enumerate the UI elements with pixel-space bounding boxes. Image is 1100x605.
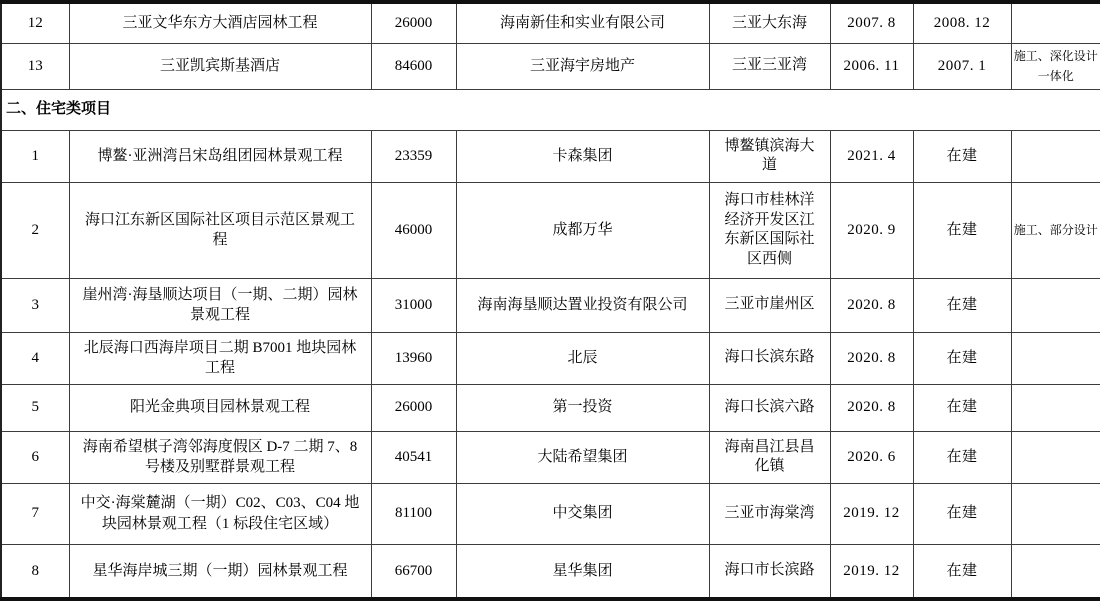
developer-cell: 北辰 <box>456 332 709 384</box>
note-cell: 施工、部分设计 <box>1011 182 1100 278</box>
location-cell: 海口长滨东路 <box>709 332 830 384</box>
row-number-cell: 7 <box>1 483 69 544</box>
note-cell <box>1011 332 1100 384</box>
table-row <box>1 182 1100 278</box>
completion-status-cell: 2007. 1 <box>913 43 1011 89</box>
note-cell <box>1011 130 1100 182</box>
area-cell: 31000 <box>371 278 456 332</box>
note-cell <box>1011 431 1100 483</box>
note-cell: 施工、深化设计一体化 <box>1011 43 1100 89</box>
start-date-cell: 2020. 8 <box>830 332 913 384</box>
note-cell <box>1011 384 1100 431</box>
table-row <box>1 384 1100 431</box>
location-cell: 博鳌镇滨海大道 <box>709 130 830 182</box>
area-cell: 46000 <box>371 182 456 278</box>
completion-status-cell: 在建 <box>913 483 1011 544</box>
location-cell: 海口市桂林洋经济开发区江东新区国际社区西侧 <box>709 182 830 278</box>
location-cell: 海口长滨六路 <box>709 384 830 431</box>
developer-cell: 大陆希望集团 <box>456 431 709 483</box>
project-name-cell: 中交·海棠麓湖（一期）C02、C03、C04 地块园林景观工程（1 标段住宅区域） <box>69 483 371 544</box>
completion-status-cell: 在建 <box>913 544 1011 599</box>
start-date-cell: 2006. 11 <box>830 43 913 89</box>
row-number-cell: 8 <box>1 544 69 599</box>
completion-status-cell: 在建 <box>913 431 1011 483</box>
project-name-cell: 海南希望棋子湾邻海度假区 D-7 二期 7、8 号楼及别墅群景观工程 <box>69 431 371 483</box>
section-header-row <box>1 89 1100 130</box>
note-cell <box>1011 2 1100 43</box>
project-name-cell: 博鳌·亚洲湾吕宋岛组团园林景观工程 <box>69 130 371 182</box>
start-date-cell: 2020. 8 <box>830 384 913 431</box>
row-number-cell: 3 <box>1 278 69 332</box>
location-cell: 三亚大东海 <box>709 2 830 43</box>
row-number-cell: 4 <box>1 332 69 384</box>
location-cell: 三亚三亚湾 <box>709 43 830 89</box>
start-date-cell: 2020. 8 <box>830 278 913 332</box>
developer-cell: 第一投资 <box>456 384 709 431</box>
area-cell: 84600 <box>371 43 456 89</box>
area-cell: 26000 <box>371 384 456 431</box>
start-date-cell: 2019. 12 <box>830 544 913 599</box>
start-date-cell: 2019. 12 <box>830 483 913 544</box>
start-date-cell: 2020. 6 <box>830 431 913 483</box>
location-cell: 三亚市崖州区 <box>709 278 830 332</box>
completion-status-cell: 在建 <box>913 130 1011 182</box>
project-name-cell: 三亚文华东方大酒店园林工程 <box>69 2 371 43</box>
row-number-cell: 13 <box>1 43 69 89</box>
completion-status-cell: 在建 <box>913 384 1011 431</box>
developer-cell: 三亚海宇房地产 <box>456 43 709 89</box>
area-cell: 81100 <box>371 483 456 544</box>
table-row <box>1 332 1100 384</box>
table-row <box>1 278 1100 332</box>
area-cell: 40541 <box>371 431 456 483</box>
location-cell: 海口市长滨路 <box>709 544 830 599</box>
row-number-cell: 6 <box>1 431 69 483</box>
note-cell <box>1011 544 1100 599</box>
completion-status-cell: 2008. 12 <box>913 2 1011 43</box>
table-row <box>1 431 1100 483</box>
developer-cell: 海南新佳和实业有限公司 <box>456 2 709 43</box>
table-row <box>1 43 1100 89</box>
project-name-cell: 阳光金典项目园林景观工程 <box>69 384 371 431</box>
note-cell <box>1011 278 1100 332</box>
completion-status-cell: 在建 <box>913 278 1011 332</box>
location-cell: 三亚市海棠湾 <box>709 483 830 544</box>
row-number-cell: 12 <box>1 2 69 43</box>
table-row <box>1 2 1100 43</box>
area-cell: 13960 <box>371 332 456 384</box>
completion-status-cell: 在建 <box>913 332 1011 384</box>
area-cell: 66700 <box>371 544 456 599</box>
row-number-cell: 5 <box>1 384 69 431</box>
project-name-cell: 三亚凯宾斯基酒店 <box>69 43 371 89</box>
note-cell <box>1011 483 1100 544</box>
project-name-cell: 星华海岸城三期（一期）园林景观工程 <box>69 544 371 599</box>
start-date-cell: 2007. 8 <box>830 2 913 43</box>
start-date-cell: 2020. 9 <box>830 182 913 278</box>
area-cell: 26000 <box>371 2 456 43</box>
table-row <box>1 483 1100 544</box>
project-name-cell: 崖州湾·海垦顺达项目（一期、二期）园林景观工程 <box>69 278 371 332</box>
project-name-cell: 北辰海口西海岸项目二期 B7001 地块园林工程 <box>69 332 371 384</box>
table-row <box>1 544 1100 599</box>
project-name-cell: 海口江东新区国际社区项目示范区景观工程 <box>69 182 371 278</box>
developer-cell: 成都万华 <box>456 182 709 278</box>
location-cell: 海南昌江县昌化镇 <box>709 431 830 483</box>
row-number-cell: 1 <box>1 130 69 182</box>
table-row <box>1 130 1100 182</box>
section-title: 二、住宅类项目 <box>1 89 1100 130</box>
area-cell: 23359 <box>371 130 456 182</box>
completion-status-cell: 在建 <box>913 182 1011 278</box>
row-number-cell: 2 <box>1 182 69 278</box>
developer-cell: 海南海垦顺达置业投资有限公司 <box>456 278 709 332</box>
start-date-cell: 2021. 4 <box>830 130 913 182</box>
developer-cell: 星华集团 <box>456 544 709 599</box>
developer-cell: 卡森集团 <box>456 130 709 182</box>
developer-cell: 中交集团 <box>456 483 709 544</box>
